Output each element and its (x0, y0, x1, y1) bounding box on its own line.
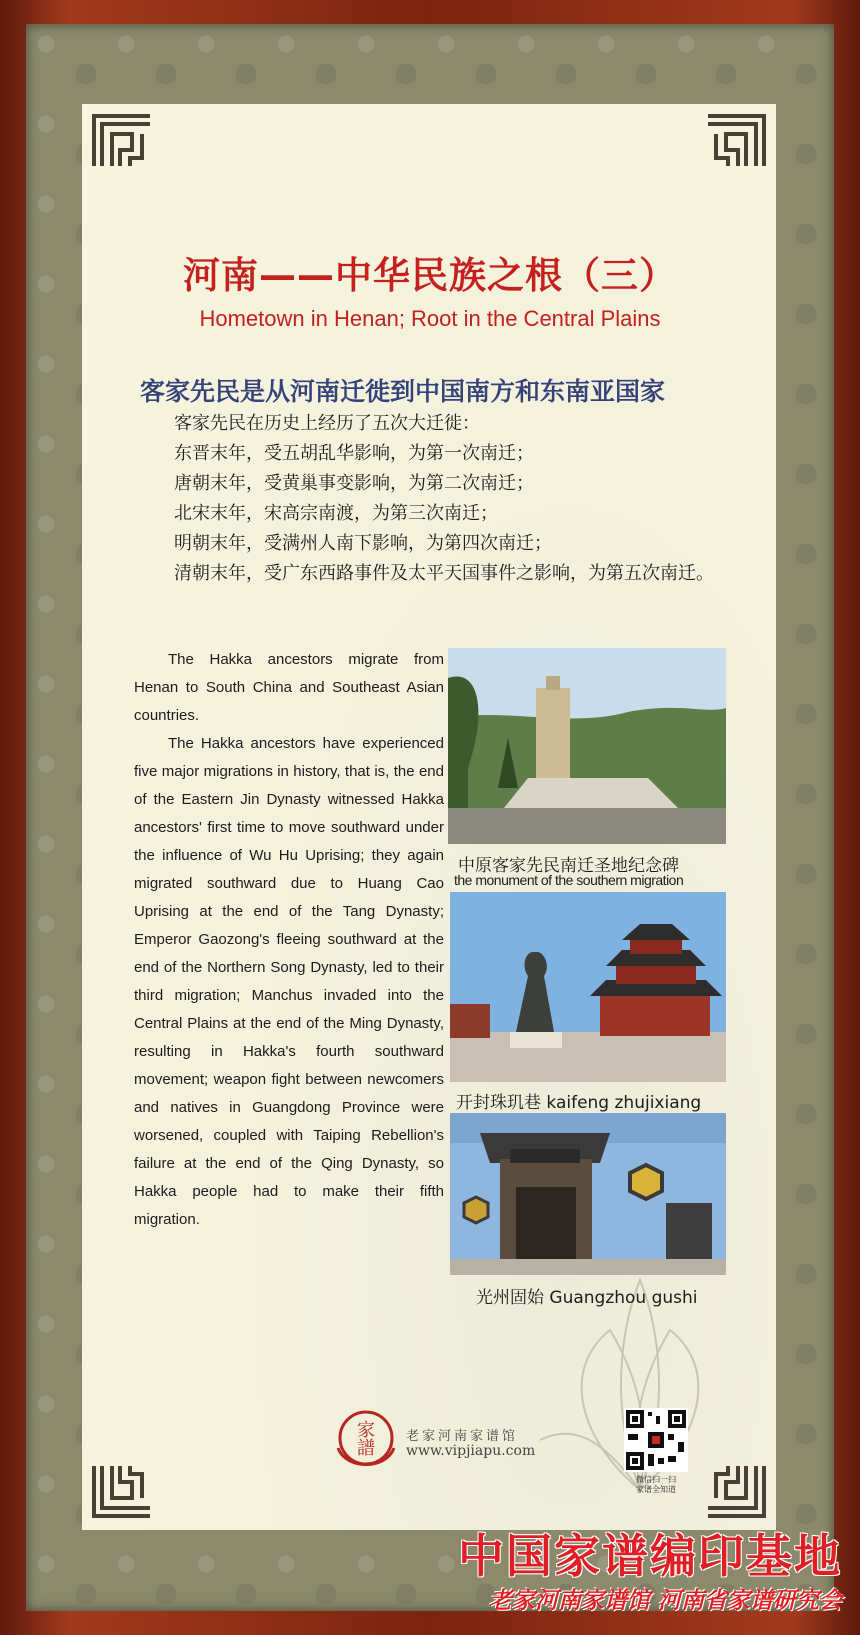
kaifeng-caption: 开封珠玑巷 kaifeng zhujixiang (456, 1093, 702, 1113)
english-paragraph: The Hakka ancestors have experienced five major migrations in history, that is, the end of the Eastern Jin Dynasty witnessed Hakka ancestors' first time to move southward under the influence of Wu Hu Uprising; they again migrated southward due to Huang Cao Uprising at the end of the Tang Dynasty; Emperor Gaozong's fleeing southward at the end of the Northern Song Dynasty, led to their third migration; Manchus invaded into the Central Plains at the end of the Ming Dynasty, resulting in Hakka's fourth southward movement; weapon fight between newcomers and natives in Guangdong Province were worsened, coupled with Taiping Rebellion's failure at the end of the Qing Dynasty, so Hakka people had to make their fifth migration. (134, 735, 444, 1228)
pavilion-statue-photo (450, 892, 726, 1082)
chinese-paragraph: 明朝末年，受满州人南下影响，为第四次南迁； (174, 533, 552, 554)
corner-ornament-bottom-left (92, 1464, 152, 1518)
gushi-gate-photo (450, 1113, 726, 1275)
chinese-paragraph: 唐朝末年，受黄巢事变影响，为第二次南迁； (174, 473, 534, 494)
chinese-body-text (134, 409, 728, 589)
qr-code-icon[interactable] (624, 1408, 688, 1472)
monument-photo (448, 648, 726, 844)
gushi-caption: 光州固始 Guangzhou gushi (476, 1288, 698, 1308)
chinese-paragraph: 东晋末年，受五胡乱华影响，为第一次南迁； (174, 443, 534, 464)
page-title: 河南——中华民族之根（三） (183, 254, 677, 297)
page-title-english: Hometown in Henan; Root in the Central Plains (199, 306, 661, 331)
jiapu-seal-logo (330, 1408, 402, 1480)
monument-caption-en: the monument of the southern migration (454, 872, 684, 888)
english-body-text (134, 646, 444, 1234)
seal-logo-text-2: 譜 (357, 1438, 375, 1459)
chinese-paragraph: 清朝末年，受广东西路事件及太平天国事件之影响，为第五次南迁。 (174, 563, 714, 584)
monument-caption-cn: 中原客家先民南迁圣地纪念碑 (458, 856, 679, 876)
seal-logo-text-1: 家 (357, 1420, 375, 1441)
qr-caption (618, 1475, 694, 1495)
brand-title: 中国家谱编印基地 (458, 1529, 842, 1583)
qr-caption-line: 家谱全知道 (636, 1485, 676, 1494)
site-name: 老家河南家谱馆 (406, 1429, 519, 1444)
corner-ornament-top-left (92, 114, 152, 168)
corner-ornament-top-right (706, 114, 766, 168)
chinese-paragraph: 北宋末年，宋高宗南渡，为第三次南迁； (174, 503, 498, 524)
section-subheading: 客家先民是从河南迁徙到中国南方和东南亚国家 (140, 377, 666, 406)
site-url[interactable]: www.vipjiapu.com (406, 1443, 536, 1459)
qr-caption-line: 微信扫一扫 (636, 1475, 676, 1484)
english-paragraph: The Hakka ancestors migrate from Henan to South China and Southeast Asian countries. (134, 651, 444, 724)
chinese-paragraph: 客家先民在历史上经历了五次大迁徙： (174, 413, 480, 434)
brand-subtitle: 老家河南家谱馆 河南省家谱研究会 (488, 1587, 842, 1614)
